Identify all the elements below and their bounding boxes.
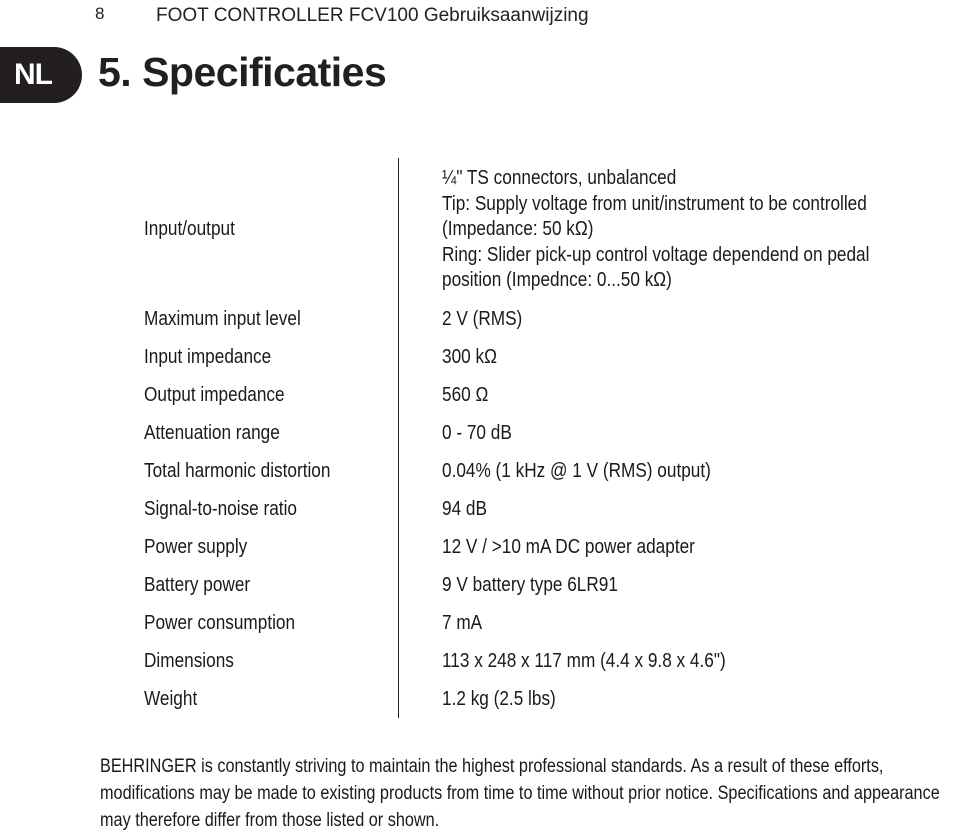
spec-value-line: Tip: Supply voltage from unit/instrument to be controlled	[442, 192, 867, 215]
spec-value-line: (Impedance: 50 kΩ)	[442, 218, 594, 240]
running-header: FOOT CONTROLLER FCV100 Gebruiksaanwijzing	[156, 5, 589, 26]
spec-value: 2 V (RMS)	[442, 308, 523, 330]
spec-label: Output impedance	[144, 384, 285, 406]
footnote-line: modifications may be made to existing products from time to time without prior notice. Specifications and appearance	[100, 783, 940, 804]
spec-value: 9 V battery type 6LR91	[442, 574, 618, 596]
spec-value: 7 mA	[442, 612, 483, 634]
language-tab: NL	[0, 47, 82, 103]
spec-label: Weight	[144, 688, 198, 710]
spec-value-line: Ring: Slider pick-up control voltage dependend on pedal	[442, 243, 870, 266]
spec-value-line: ¼" TS connectors, unbalanced	[442, 167, 677, 189]
spec-label: Maximum input level	[144, 308, 301, 330]
spec-label: Attenuation range	[144, 422, 280, 444]
disclaimer-footnote	[100, 753, 955, 834]
spec-value: 560 Ω	[442, 384, 489, 406]
spec-label: Input impedance	[144, 346, 272, 368]
spec-label: Signal-to-noise ratio	[144, 498, 297, 520]
spec-label: Power consumption	[144, 612, 296, 634]
spec-label: Power supply	[144, 536, 248, 558]
footnote-line: may therefore differ from those listed or shown.	[100, 810, 440, 831]
spec-label: Dimensions	[144, 650, 234, 672]
spec-value: 1.2 kg (2.5 lbs)	[442, 688, 556, 710]
column-divider	[398, 158, 399, 718]
spec-value: 0 - 70 dB	[442, 422, 512, 444]
spec-value: 94 dB	[442, 498, 487, 520]
spec-value: 0.04% (1 kHz @ 1 V (RMS) output)	[442, 460, 711, 482]
spec-label: Input/output	[144, 218, 235, 240]
spec-value: 113 x 248 x 117 mm (4.4 x 9.8 x 4.6")	[442, 650, 726, 672]
spec-label: Battery power	[144, 574, 251, 596]
page-number: 8	[95, 4, 105, 23]
spec-label: Total harmonic distortion	[144, 460, 331, 482]
spec-value: 12 V / >10 mA DC power adapter	[442, 536, 695, 558]
footnote-line: BEHRINGER is constantly striving to maintain the highest professional standards. As a result of these efforts,	[100, 756, 884, 777]
section-title: 5. Specificaties	[98, 49, 387, 95]
spec-value-input-output	[442, 166, 869, 294]
spec-value: 300 kΩ	[442, 346, 497, 368]
spec-value-line: position (Impednce: 0...50 kΩ)	[442, 269, 672, 291]
